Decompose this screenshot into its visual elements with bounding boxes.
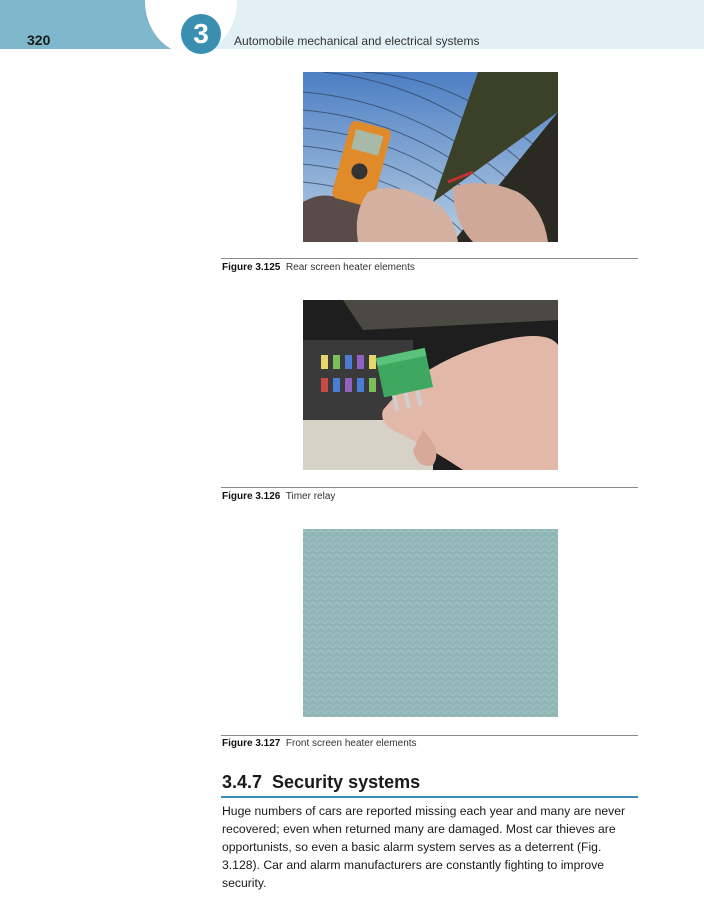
figure-3-125-caption	[222, 262, 415, 273]
rear-screen-photo-art	[303, 72, 558, 242]
figure-3-125-photo	[303, 72, 558, 242]
figure-3-126-photo	[303, 300, 558, 470]
figure-number: Figure 3.125	[222, 262, 281, 273]
figure-caption-text: Timer relay	[285, 491, 336, 502]
figure-3-126-caption	[222, 491, 335, 502]
figure-3-126-rule	[221, 487, 638, 488]
front-screen-texture-art	[303, 529, 558, 717]
page-number: 320	[27, 32, 51, 48]
running-title: Automobile mechanical and electrical systems	[234, 34, 480, 48]
figure-3-125-rule	[221, 258, 638, 259]
section-heading: 3.4.7 Security systems	[222, 772, 421, 792]
section-heading-rule	[221, 796, 638, 798]
section-body-paragraph: Huge numbers of cars are reported missing each year and many are never recovered; even when returned many are damaged. Most car thieves are opportunists, so even a basic alarm system serves as a deterrent (Fig. 3.128). Car and alarm manufacturers are constantly fighting to improve security.	[222, 804, 626, 890]
figure-number: Figure 3.127	[222, 738, 281, 749]
figure-caption-text: Front screen heater elements	[285, 738, 417, 749]
figure-3-127-photo	[303, 529, 558, 717]
figure-caption-text: Rear screen heater elements	[285, 262, 415, 273]
figure-number: Figure 3.126	[222, 491, 281, 502]
chapter-badge: 3	[181, 14, 221, 54]
figure-3-127-rule	[221, 735, 638, 736]
relay-photo-art	[303, 300, 558, 470]
figure-3-127-caption	[222, 738, 417, 749]
